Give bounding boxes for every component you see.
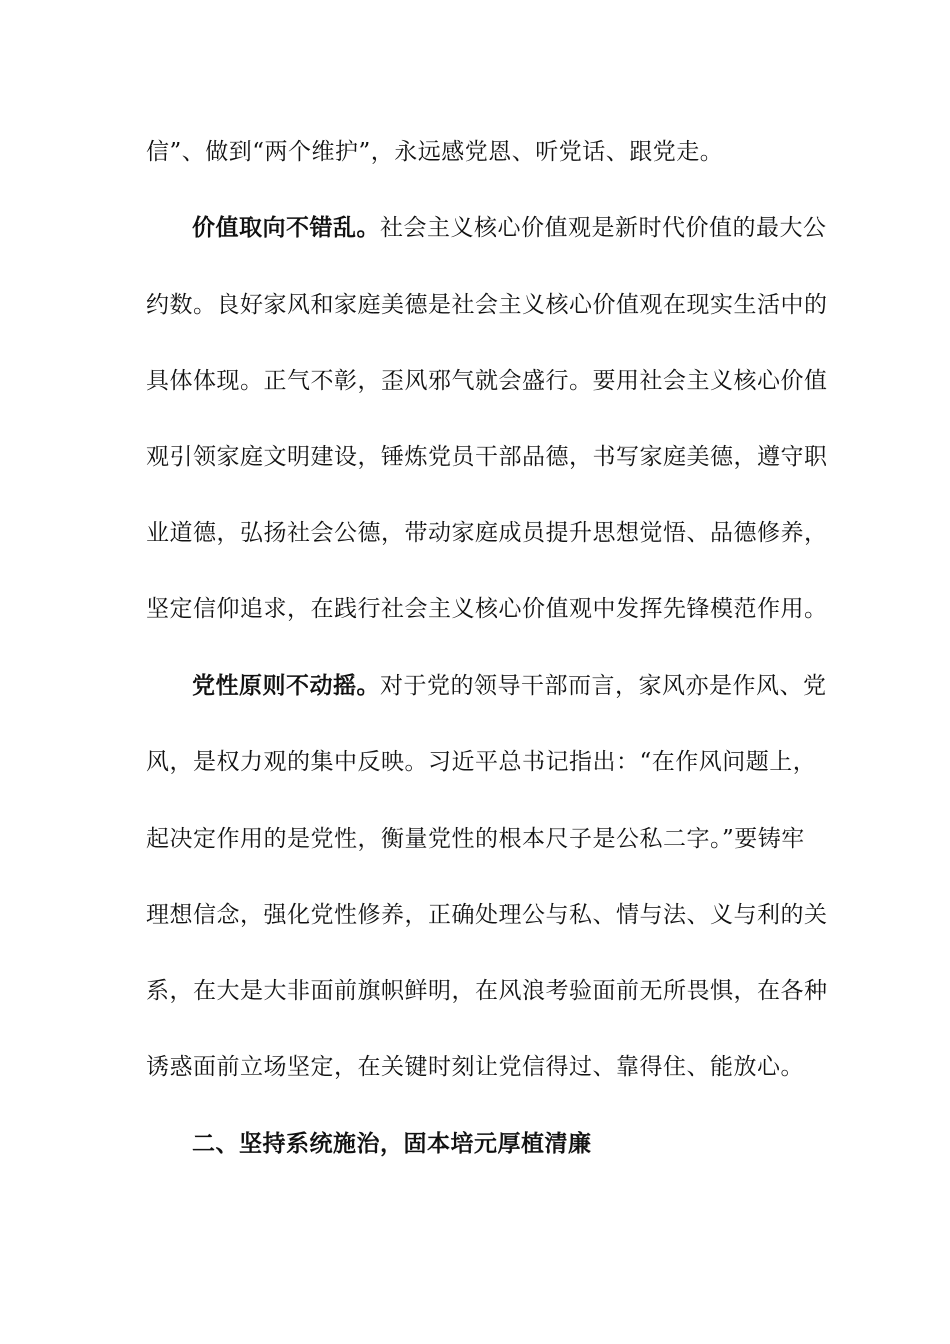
paragraph-line: 信”、做到“两个维护”，永远感党恩、听党话、跟党走。: [146, 139, 724, 165]
paragraph-heading: 价值取向不错乱。: [192, 214, 380, 241]
paragraph-line: [192, 213, 827, 243]
paragraph-line: 起决定作用的是党性，衡量党性的根本尺子是公私二字。”要铸牢: [146, 826, 805, 852]
paragraph-heading: 党性原则不动摇。: [192, 672, 380, 699]
paragraph-line: 理想信念，强化党性修养，正确处理公与私、情与法、义与利的关: [146, 902, 828, 928]
paragraph-line: 坚定信仰追求，在践行社会主义核心价值观中发挥先锋模范作用。: [146, 596, 828, 622]
paragraph-line: 观引领家庭文明建设，锤炼党员干部品德，书写家庭美德，遵守职: [146, 444, 828, 470]
paragraph-line: 业道德，弘扬社会公德，带动家庭成员提升思想觉悟、品德修养，: [146, 520, 828, 546]
paragraph-line: 风，是权力观的集中反映。习近平总书记指出：“在作风问题上，: [146, 749, 817, 775]
paragraph-line: 系，在大是大非面前旗帜鲜明，在风浪考验面前无所畏惧，在各种: [146, 978, 828, 1004]
paragraph-line: 诱惑面前立场坚定，在关键时刻让党信得过、靠得住、能放心。: [146, 1054, 804, 1080]
paragraph-line: [192, 671, 827, 701]
paragraph-line: 约数。良好家风和家庭美德是社会主义核心价值观在现实生活中的: [146, 292, 828, 318]
section-heading: 二、坚持系统施治，固本培元厚植清廉: [192, 1130, 592, 1157]
paragraph-text: 对于党的领导干部而言，家风亦是作风、党: [380, 673, 827, 699]
paragraph-line: 具体体现。正气不彰，歪风邪气就会盛行。要用社会主义核心价值: [146, 368, 828, 394]
paragraph-text: 社会主义核心价值观是新时代价值的最大公: [380, 215, 827, 241]
